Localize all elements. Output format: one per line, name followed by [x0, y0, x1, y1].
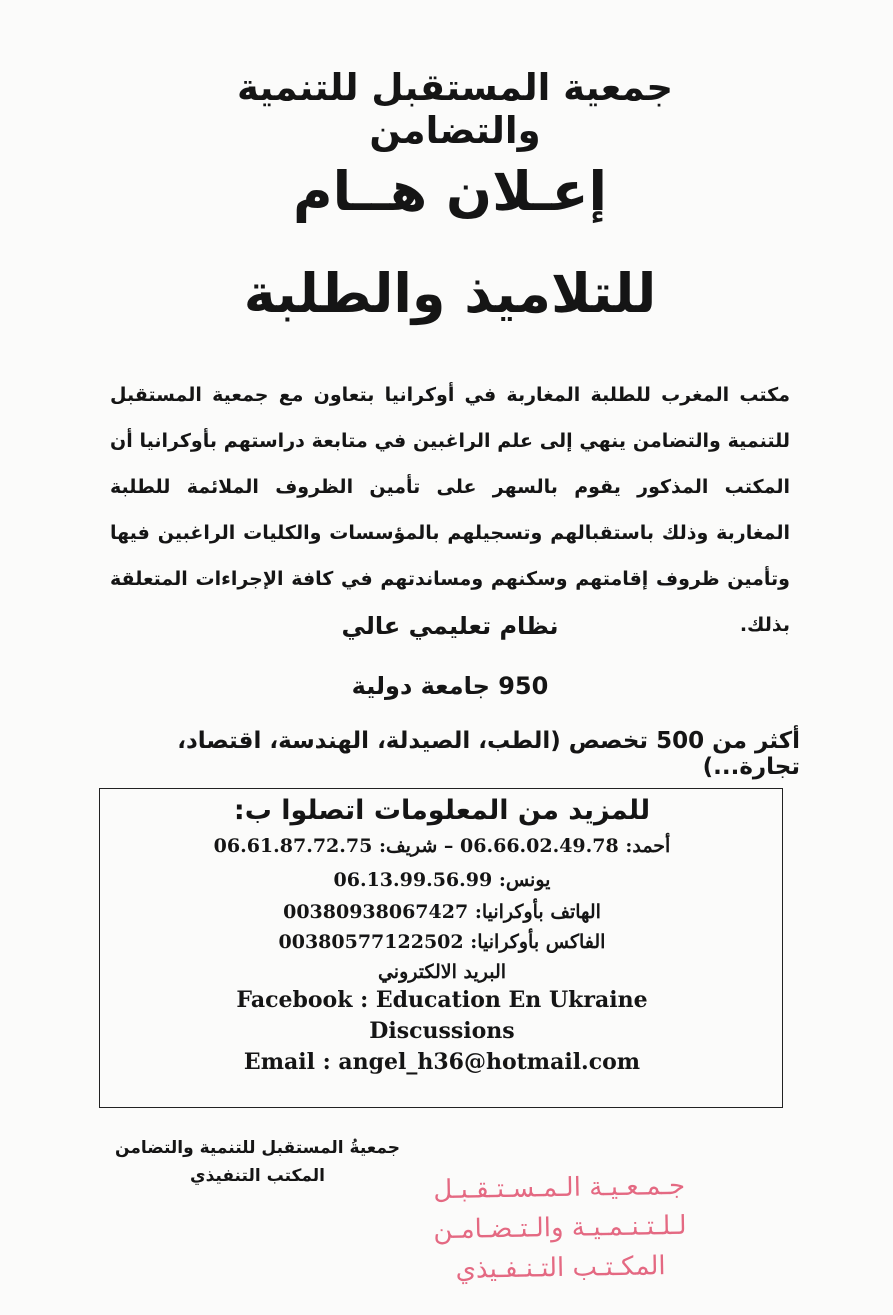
organization-stamp: [399, 1165, 721, 1301]
contact-box: [99, 788, 783, 1108]
universities-count-line: 950 جامعة دولية: [351, 672, 549, 700]
audience-title: للتلاميذ والطلبة: [243, 262, 657, 325]
announcement-paragraph: مكتب المغرب للطلبة المغاربة في أوكرانيا بتعاون مع جمعية المستقبل للتنمية والتضامن ينهي إلى علم الراغبين في متابعة دراستهم بأوكرانيا أن المكتب المذكور يقوم بالسهر على تأمين الظروف الملائمة للطلبة المغاربة وذلك باستقبالهم وتسجيلهم بالمؤسسات والكليات الراغبين فيها وتأمين ظروف إقامتهم وسكنهم ومساندتهم في كافة الإجراءات المتعلقة بذلك.: [110, 384, 790, 636]
contact-phone-ukraine: الهاتف بأوكرانيا: 00380938067427: [283, 901, 601, 923]
announcement-title: إعـلان هــام: [293, 160, 607, 223]
stamp-line-3: المكـتـب التـنـفـيذي: [455, 1251, 666, 1285]
stamp-line-2: لـلـتـنـمـيـة والـتـضـامـن: [433, 1210, 687, 1246]
footer-office: المكتب التنفيذي: [189, 1166, 325, 1186]
stamp-line-1: جـمـعـيـة الـمـسـتـقـبـل: [433, 1170, 686, 1206]
contact-fax-ukraine: الفاكس بأوكرانيا: 00380577122502: [278, 931, 606, 953]
contact-email: Email : angel_h36@hotmail.com: [243, 1049, 641, 1075]
contact-discussions: Discussions: [369, 1018, 515, 1044]
organization-title: جمعية المستقبل للتنمية والتضامن: [236, 66, 674, 152]
education-system-line: نظام تعليمي عالي: [341, 612, 559, 640]
contact-younes: يونس: 06.13.99.56.99: [333, 869, 551, 891]
contact-heading: للمزيد من المعلومات اتصلوا ب:: [233, 795, 651, 826]
contact-ahmed-sherif: أحمد: 06.66.02.49.78 – شريف: 06.61.87.72.75: [213, 835, 671, 857]
contact-facebook: Facebook : Education En Ukraine: [236, 987, 648, 1013]
contact-email-label: البريد الالكتروني: [377, 961, 507, 983]
footer-organization: جمعيةُ المستقبل للتنمية والتضامن: [115, 1138, 400, 1158]
majors-line: أكثر من 500 تخصص (الطب، الصيدلة، الهندسة، اقتصاد، تجارة...): [177, 728, 800, 780]
